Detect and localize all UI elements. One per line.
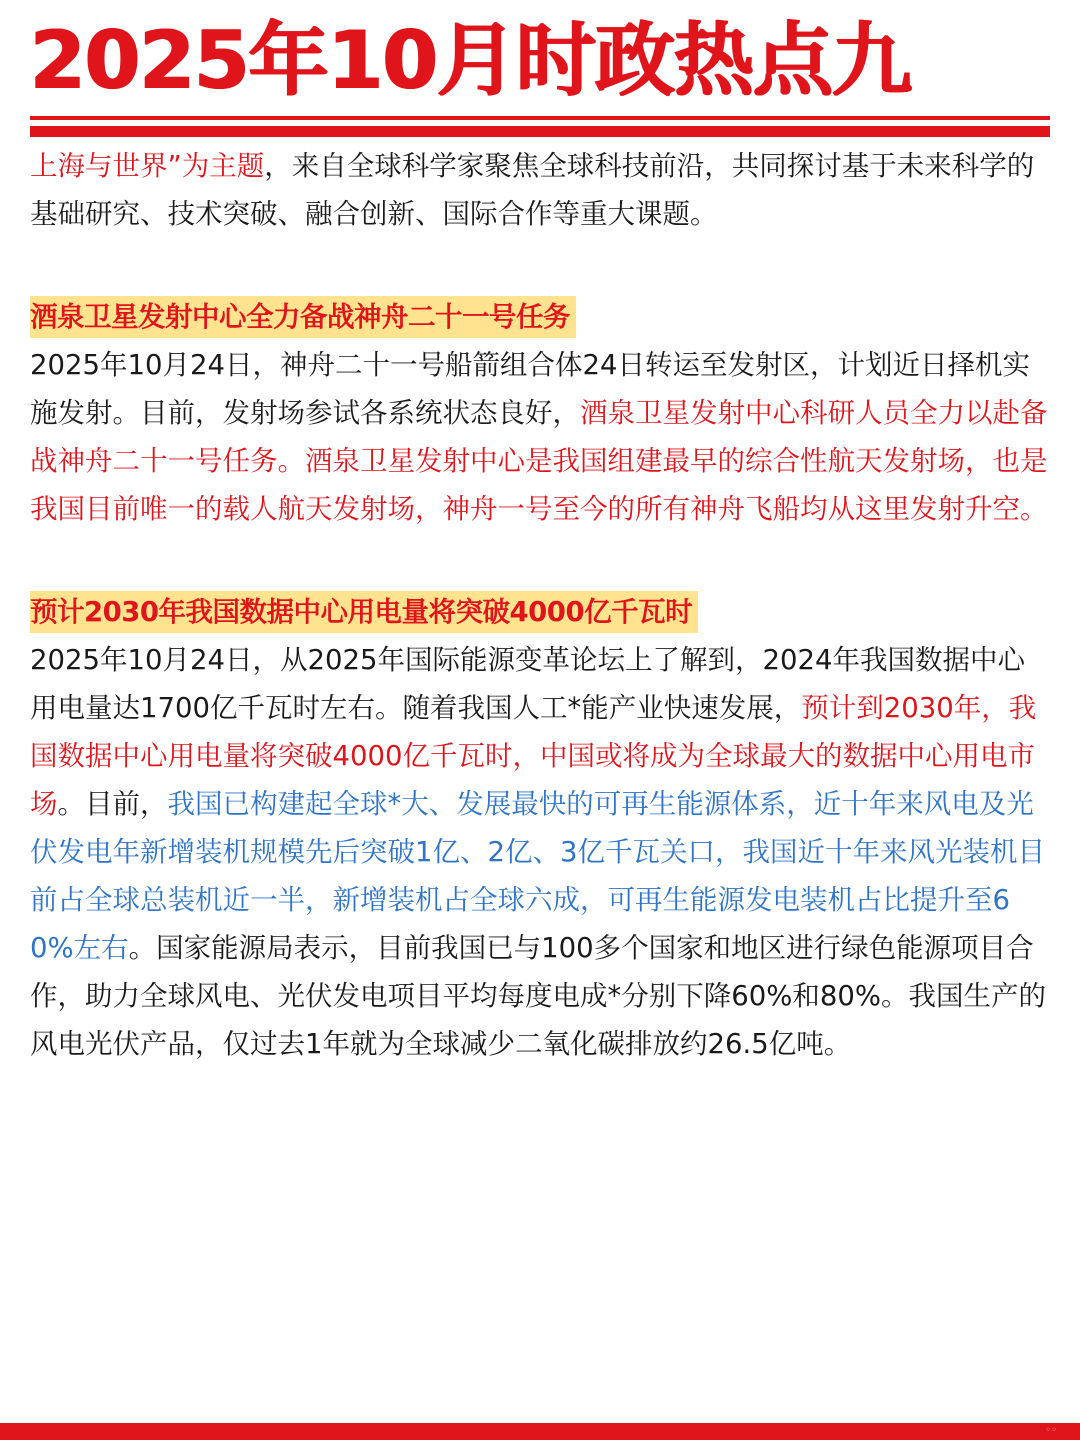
section2-text-2: 。目前， <box>57 788 168 820</box>
title-divider-thick <box>30 126 1050 137</box>
bottom-bar <box>0 1423 1080 1440</box>
article-body <box>30 142 1052 1068</box>
spacer <box>30 533 1052 581</box>
section1-highlight: 酒泉卫星发射中心科研人员全力以赴备战神舟二十一号任务。酒泉卫星发射中心是我国组建最早的综合性航天发射场，也是我国目前唯一的载人航天发射场，神舟一号至今的所有神舟飞船均从这里发射升空。 <box>30 397 1048 525</box>
section2-heading: 预计2030年我国数据中心用电量将突破4000亿千瓦时 <box>30 591 698 633</box>
section2-text-3: 。国家能源局表示，目前我国已与100多个国家和地区进行绿色能源项目合作，助力全球风电、光伏发电项目平均每度电成*分别下降60%和80%。我国生产的风电光伏产品，仅过去1年就为全球减少二氧化碳排放约26.5亿吨。 <box>30 932 1046 1060</box>
section1-heading: 酒泉卫星发射中心全力备战神舟二十一号任务 <box>30 296 576 338</box>
title-divider-thin <box>30 116 1050 120</box>
section2-highlight-red: 预计到2030年，我国数据中心用电量将突破4000亿千瓦时，中国或将成为全球最大的数据中心用电市场 <box>30 692 1037 820</box>
section2-paragraph <box>30 636 1052 1068</box>
intro-paragraph <box>30 142 1052 238</box>
spacer <box>30 238 1052 286</box>
intro-highlight: 上海与世界”为主题 <box>30 150 265 182</box>
section2-highlight-blue: 我国已构建起全球*大、发展最快的可再生能源体系，近十年来风电及光伏发电年新增装机规模先后突破1亿、2亿、3亿千瓦关口，我国近十年来风光装机目前占全球总装机近一半，新增装机占全球六成，可再生能源发电装机占比提升至60%左右 <box>30 788 1045 964</box>
page-title: 2025年10月时政热点九 <box>30 14 911 107</box>
section1-text: 2025年10月24日，神舟二十一号船箭组合体24日转运至发射区，计划近日择机实施发射。目前，发射场参试各系统状态良好， <box>30 349 1030 429</box>
section2-heading-row <box>30 588 1052 636</box>
watermark-icon: ◦◦ <box>1045 1425 1057 1436</box>
intro-text: ，来自全球科学家聚焦全球科技前沿，共同探讨基于未来科学的基础研究、技术突破、融合创新、国际合作等重大课题。 <box>30 150 1035 230</box>
section2-text-1: 2025年10月24日，从2025年国际能源变革论坛上了解到，2024年我国数据中心用电量达1700亿千瓦时左右。随着我国人工*能产业快速发展， <box>30 644 1025 724</box>
section1-heading-row <box>30 293 1052 341</box>
section1-paragraph <box>30 341 1052 533</box>
